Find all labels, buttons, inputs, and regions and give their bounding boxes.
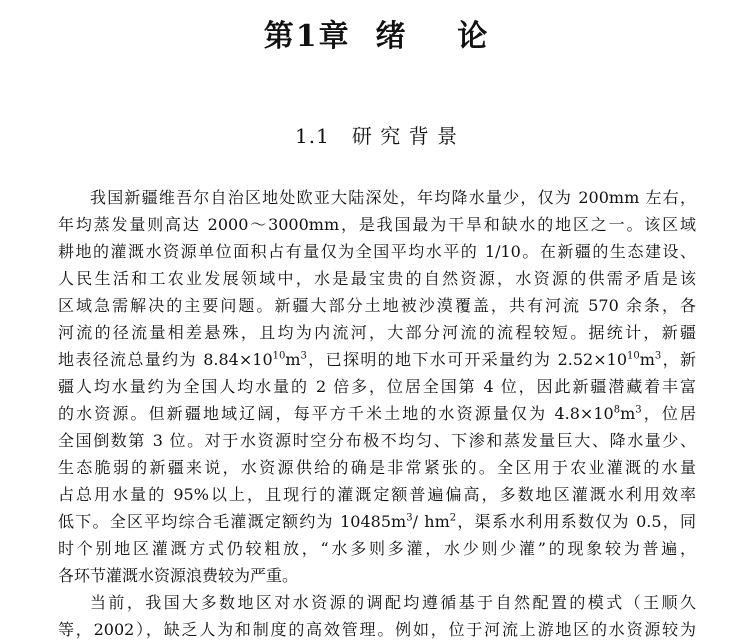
text-line: 占总用水量的 95%以上，且现行的灌溉定额普遍偏高，多数地区灌溉水利用效率 [58,485,696,504]
text-line: 生态脆弱的新疆来说，水资源供给的确是非常紧张的。全区用于农业灌溉的水量 [58,458,696,477]
text-line: 全国倒数第 3 位。对于水资源时空分布极不均匀、下渗和蒸发量巨大、降水量少、 [58,431,696,450]
text-line: 当前，我国大多数地区对水资源的调配均遵循基于自然配置的模式（王顺久 [90,593,696,612]
text-line: 年均蒸发量则高达 2000～3000mm，是我国最为干旱和缺水的地区之一。该区域 [58,215,696,234]
chapter-title: 第1章 绪 论 [263,19,490,54]
text-line: 的水资源。但新疆地域辽阔，每平方千米土地的水资源量仅为 $4.8\times 10^8m^3$，位居 [58,404,696,423]
text-line: 人民生活和工农业发展领域中，水是最宝贵的自然资源，水资源的供需矛盾是该 [58,269,696,288]
text-line: 地表径流总量约为 $8.84\times 10^{10}m^3$，已探明的地下水可开采量约为 $2.52\times 10^{10}m^3$，新 [58,350,696,369]
text-line: 区域急需解决的主要问题。新疆大部分土地被沙漠覆盖，共有河流 570 余条，各 [58,296,696,315]
text-line: 等，2002），缺乏人为和制度的高效管理。例如，位于河流上游地区的水资源较为 [58,620,696,639]
text-line: 河流的径流量相差悬殊，且均为内流河，大部分河流的流程较短。据统计，新疆 [58,323,696,342]
body-text [58,184,696,643]
text-line: 我国新疆维吾尔自治区地处欧亚大陆深处，年均降水量少，仅为 200mm 左右， [90,188,696,207]
text-line: 时个别地区灌溉方式仍较粗放，“水多则多灌，水少则少灌”的现象较为普遍， [58,539,696,558]
paragraph-1 [58,184,696,589]
text-line: 低下。全区平均综合毛灌溉定额约为 $10485m^3/$ $hm^2$，渠系水利用系数仅为 0.5，同 [58,512,696,531]
section-title: 1.1 研 究 背 景 [295,124,458,148]
text-line: 疆人均水量约为全国人均水量的 2 倍多，位居全国第 4 位，因此新疆潜藏着丰富 [58,377,696,396]
text-line: 各环节灌溉水资源浪费较为严重。 [58,566,299,585]
text-line: 耕地的灌溉水资源单位面积占有量仅为全国平均水平的 1/10。在新疆的生态建设、 [58,242,696,261]
